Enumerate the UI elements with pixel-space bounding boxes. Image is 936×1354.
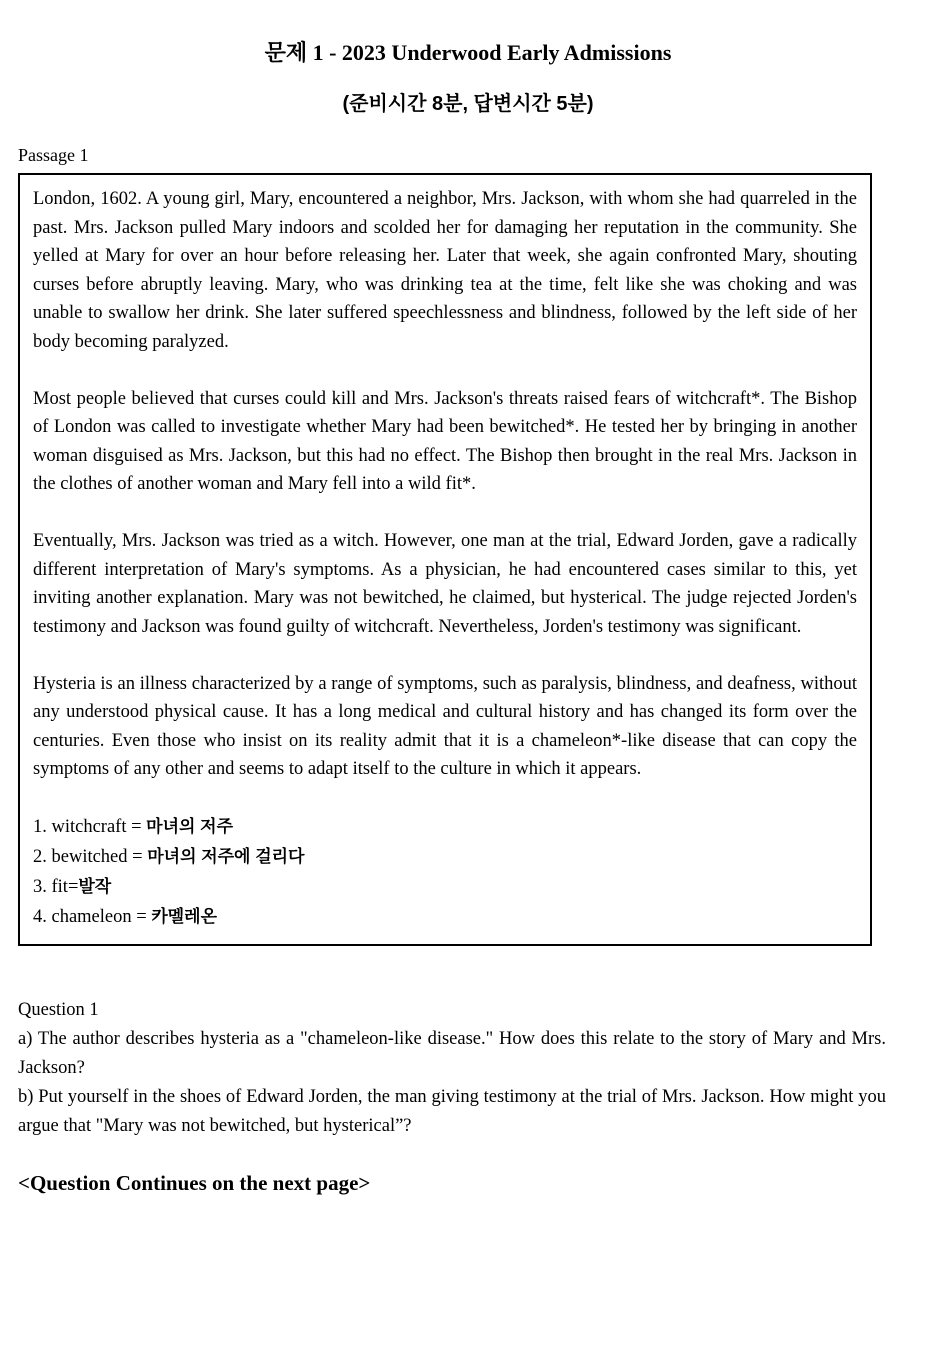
- question-part-b: b) Put yourself in the shoes of Edward Jorden, the man giving testimony at the trial of Mrs. Jackson. How might you argue that "Mary was not bewitched, but hysterical”?: [18, 1087, 886, 1136]
- page-title-korean: 문제: [264, 40, 308, 65]
- footnote-term: 2. bewitched =: [33, 847, 148, 867]
- passage-paragraph-1: London, 1602. A young girl, Mary, encountered a neighbor, Mrs. Jackson, with whom she had quarreled in the past. Mrs. Jackson pulled Mary indoors and scolded her for damaging her reputation in the community. She yelled at Mary for over an hour before releasing her. Later that week, she again confronted Mary, shouting curses before abruptly leaving. Mary, who was drinking tea at the time, felt like she was choking and was unable to swallow her drink. She later suffered speechlessness and blindness, followed by the left side of her body becoming paralyzed.: [33, 189, 857, 352]
- passage-label: Passage 1: [18, 145, 89, 165]
- footnote-translation: 마녀의 저주: [146, 817, 234, 836]
- passage-box: [18, 173, 872, 946]
- footnote-term: 4. chameleon =: [33, 907, 152, 927]
- footnote-translation: 발작: [78, 877, 112, 896]
- footnote-translation: 카멜레온: [151, 907, 218, 926]
- footnote-item: [33, 842, 857, 872]
- document-page: [0, 40, 936, 1354]
- footnote-term: 1. witchcraft =: [33, 817, 147, 837]
- passage-paragraph-2: Most people believed that curses could kill and Mrs. Jackson's threats raised fears of witchcraft*. The Bishop of London was called to investigate whether Mary had been bewitched*. He tested her by bringing in another woman disguised as Mrs. Jackson, but this had no effect. The Bishop then brought in the real Mrs. Jackson in the clothes of another woman and Mary fell into a wild fit*.: [33, 388, 857, 494]
- footnote-term: 3. fit=: [33, 877, 79, 897]
- question-block: [18, 996, 886, 1141]
- footnotes-list: [33, 812, 857, 932]
- page-title-english: 1 - 2023 Underwood Early Admissions: [307, 40, 672, 65]
- continues-footer: <Question Continues on the next page>: [18, 1171, 371, 1195]
- page-title: [0, 40, 936, 66]
- footnote-item: [33, 812, 857, 842]
- prep-time-subtitle: (준비시간 8분, 답변시간 5분): [342, 93, 594, 115]
- footnote-translation: 마녀의 저주에 걸리다: [147, 847, 305, 866]
- passage-paragraph-4: Hysteria is an illness characterized by a range of symptoms, such as paralysis, blindness, and deafness, without any understood physical cause. It has a long medical and cultural history and has changed its form over the centuries. Even those who insist on its reality admit that it is a chameleon*-like disease that can copy the symptoms of any other and seems to adapt itself to the culture in which it appears.: [33, 673, 857, 779]
- footnote-item: [33, 902, 857, 932]
- footnote-item: [33, 872, 857, 902]
- passage-paragraph-3: Eventually, Mrs. Jackson was tried as a witch. However, one man at the trial, Edward Jorden, gave a radically different interpretation of Mary's symptoms. As a physician, he had encountered cases similar to this, yet inviting another explanation. Mary was not bewitched, he claimed, but hysterical. The judge rejected Jorden's testimony and Jackson was found guilty of witchcraft. Nevertheless, Jorden's testimony was significant.: [33, 531, 857, 637]
- question-label: Question 1: [18, 1000, 99, 1020]
- question-part-a: a) The author describes hysteria as a "chameleon-like disease." How does this relate to the story of Mary and Mrs. Jackson?: [18, 1029, 886, 1078]
